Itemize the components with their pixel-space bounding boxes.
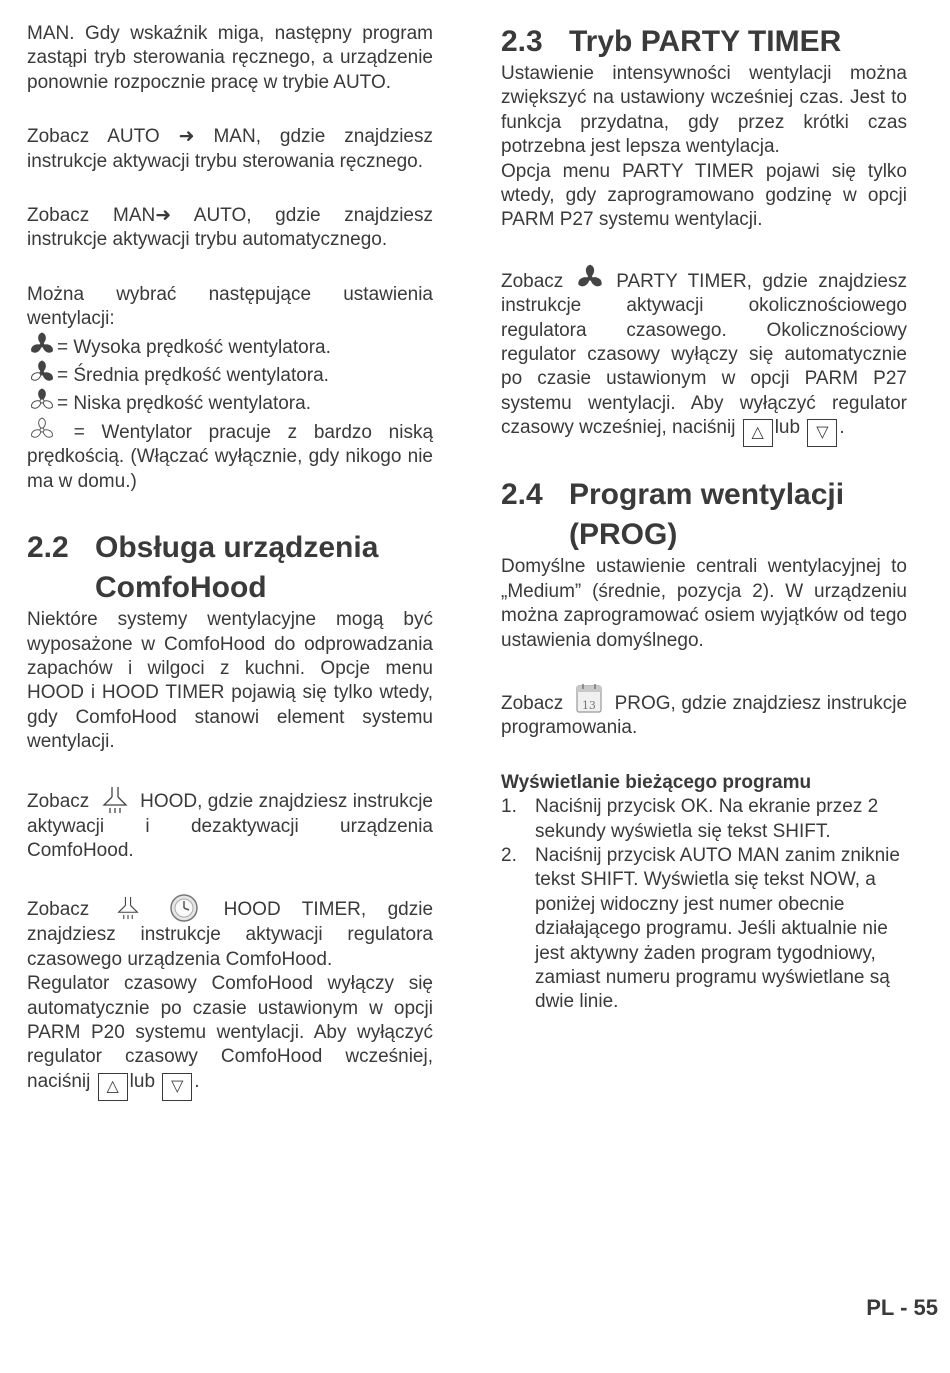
arrow-right-icon: ➜ — [178, 126, 195, 148]
fan-away-icon — [27, 417, 57, 443]
arrow-right-icon: ➜ — [155, 205, 172, 227]
section-heading-2-3: 2.3 Tryb PARTY TIMER — [501, 25, 842, 58]
fan-low-icon — [27, 388, 57, 414]
left-column — [27, 22, 433, 1101]
paragraph: Domyślne ustawienie centrali wentylacyjnej to „Medium” (średnie, pozycja 2). W urządzeniu można zaprogramować osiem wyjątków od tego ustawienia domyślnego. — [501, 556, 907, 651]
steps-list — [501, 795, 907, 1015]
calendar-icon — [569, 683, 609, 715]
down-key-icon: ▽ — [807, 419, 837, 447]
list-item: 1. Naciśnij przycisk OK. Na ekranie przez 2 sekundy wyświetla się tekst SHIFT. — [501, 796, 879, 842]
fan-speed-high: = Wysoka prędkość wentylatora. — [27, 332, 433, 360]
paragraph: Zobacz MAN➜ AUTO, gdzie znajdziesz instrukcje aktywacji trybu automatycznego. — [27, 205, 433, 251]
up-key-icon: △ — [743, 419, 773, 447]
up-key-icon: △ — [98, 1073, 128, 1101]
section-heading-2-2: 2.2 Obsługa urządzenia ComfoHood — [27, 531, 379, 605]
party-fan-icon — [574, 263, 606, 293]
page-number: PL - 55 — [866, 1295, 938, 1320]
clock-icon — [166, 893, 202, 923]
fan-speed-away: = Wentylator pracuje z bardzo niską prędkością. (Włączać wyłącznie, gdy nikogo nie ma w domu.) — [27, 417, 433, 494]
section-heading-2-4: 2.4 Program wentylacji (PROG) — [501, 478, 845, 552]
right-column — [501, 22, 907, 1015]
fan-high-icon — [27, 332, 57, 358]
hood-icon — [95, 785, 135, 815]
subheading: Wyświetlanie bieżącego programu — [501, 771, 812, 793]
paragraph: MAN. Gdy wskaźnik miga, następny program zastąpi tryb sterowania ręcznego, a urządzenie ponownie rozpocznie pracę w trybie AUTO. — [27, 23, 433, 93]
paragraph: Zobacz AUTO ➜ MAN, gdzie znajdziesz instrukcje aktywacji trybu sterowania ręcznego. — [27, 126, 433, 172]
paragraph: Zobacz PARTY TIMER, gdzie znajdziesz instrukcje aktywacji okolicznościowego regulatora czasowego. Okolicznościowy regulator czasowy wyłączy się automatycznie po czasie ustawionym w opcji PARM P27 systemu wentylacji. Aby wyłączyć regulator czasowy wcześniej, naciśnij △ lub ▽ . — [501, 263, 907, 447]
list-item: 2. Naciśnij przycisk AUTO MAN zanim zniknie tekst SHIFT. Wyświetla się tekst NOW, a poniżej widoczny jest numer obecnie działającego programu. Jeśli aktualnie nie jest aktywny żaden program tygodniowy, zamiast numeru programu wyświetlane są dwie linie. — [501, 844, 900, 1013]
paragraph: Można wybrać następujące ustawienia wentylacji: — [27, 283, 433, 330]
fan-speed-mid: = Średnia prędkość wentylatora. — [27, 360, 433, 388]
paragraph: Zobacz HOOD, gdzie znajdziesz instrukcje aktywacji i dezaktywacji urządzenia ComfoHood. — [27, 785, 433, 864]
fan-medium-icon — [27, 360, 57, 386]
paragraph: Zobacz HOOD TIMER, gdzie znajdziesz instrukcje aktywacji regulatora czasowego urządzenia ComfoHood. — [27, 893, 433, 972]
fan-speed-low: = Niska prędkość wentylatora. — [27, 388, 433, 416]
paragraph: Ustawienie intensywności wentylacji można zwiększyć na ustawiony wcześniej czas. Jest to funkcja przydatna, gdy przez krótki czas potrzebna jest lepsza wentylacja. — [501, 63, 907, 158]
down-key-icon: ▽ — [162, 1073, 192, 1101]
paragraph: Niektóre systemy wentylacyjne mogą być wyposażone w ComfoHood do odprowadzania zapachów i wilgoci z kuchni. Opcje menu HOOD i HOOD TIMER pojawią się tylko wtedy, gdy ComfoHood stanowi element systemu wentylacji. — [27, 609, 433, 753]
calendar-day: 13 — [581, 698, 596, 712]
hood-icon — [111, 893, 145, 923]
paragraph: Opcja menu PARTY TIMER pojawi się tylko wtedy, gdy zaprogramowano godzinę w opcji PARM P27 systemu wentylacji. — [501, 160, 907, 231]
paragraph: Regulator czasowy ComfoHood wyłączy się automatycznie po czasie ustawionym w opcji PARM P20 systemu wentylacji. Aby wyłączyć regulator czasowy ComfoHood wcześniej, naciśnij △ lub ▽ . — [27, 972, 433, 1101]
paragraph: Zobacz 13 PROG, gdzie znajdziesz instrukcje programowania. — [501, 683, 907, 741]
